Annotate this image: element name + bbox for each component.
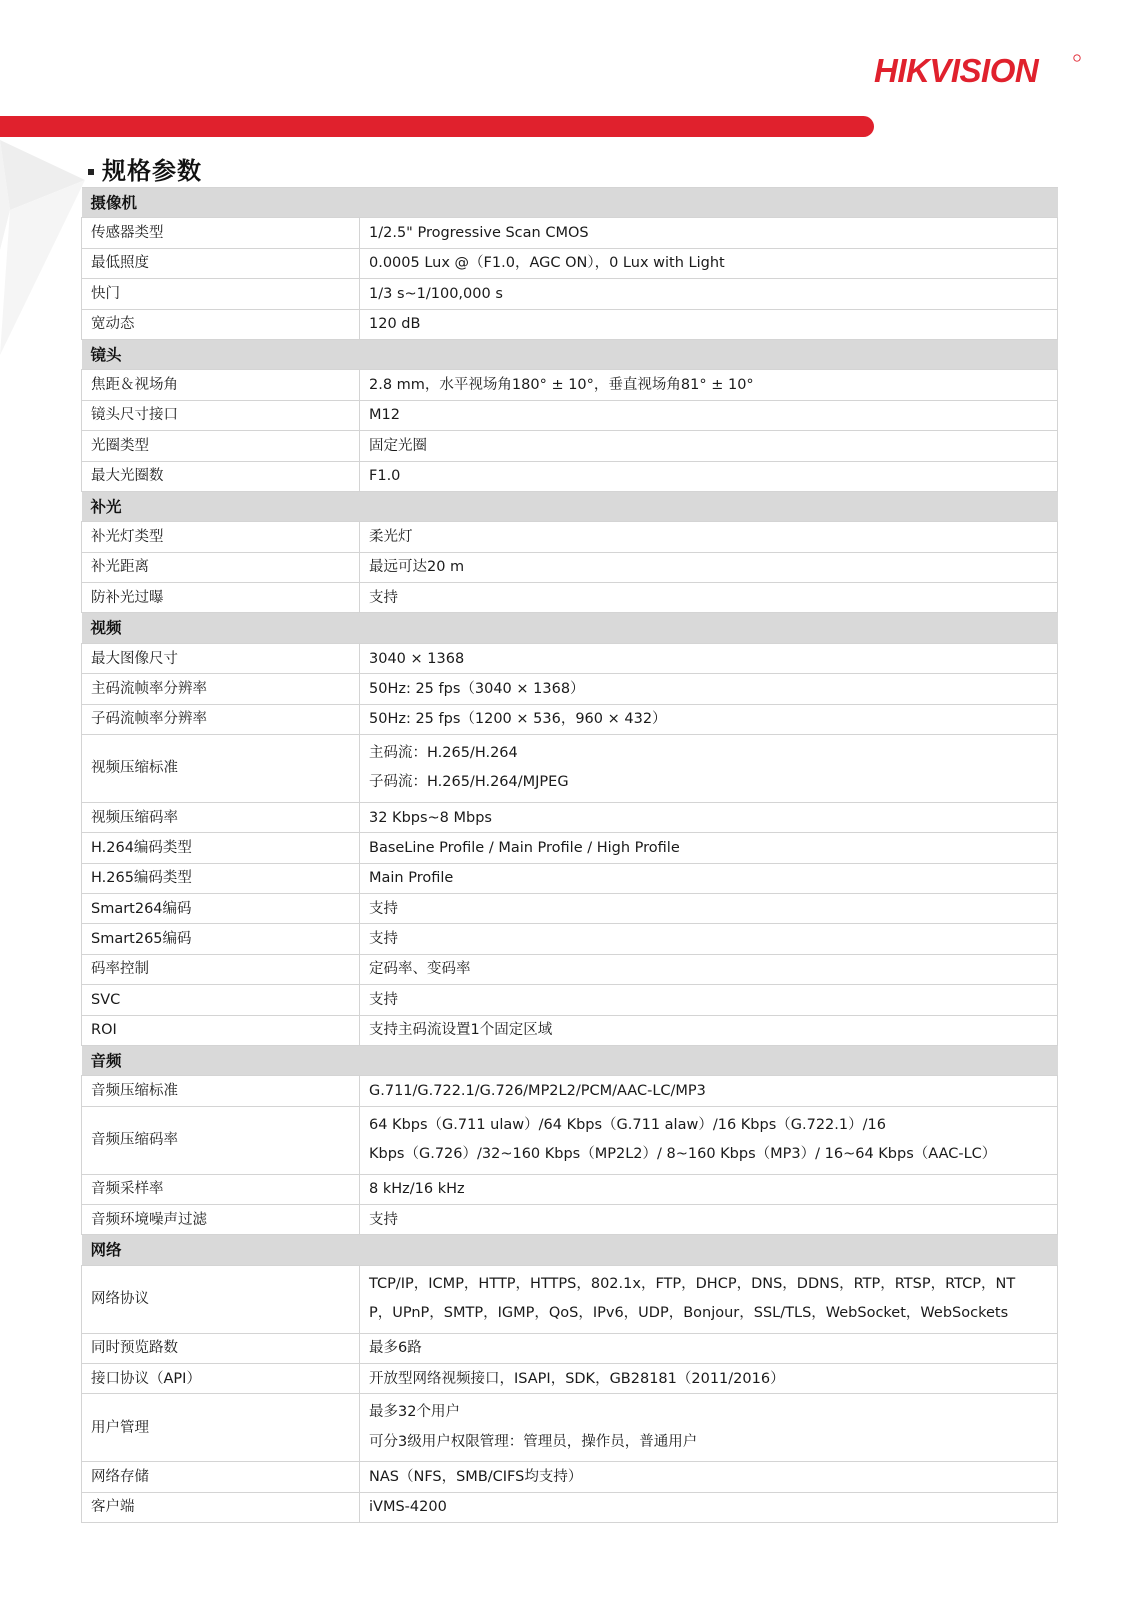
- spec-value-line: G.711/G.722.1/G.726/MP2L2/PCM/AAC-LC/MP3: [369, 1083, 706, 1100]
- spec-row: [82, 1394, 1058, 1462]
- spec-value-line: TCP/IP，ICMP，HTTP，HTTPS，802.1x，FTP，DHCP，DNS，DDNS，RTP，RTSP，RTCP，NT: [369, 1275, 1016, 1292]
- spec-value-line: 最多6路: [369, 1340, 422, 1357]
- spec-key: H.264编码类型: [82, 833, 360, 863]
- spec-row: [82, 954, 1058, 984]
- title-bullet-icon: [88, 169, 94, 175]
- spec-value-line: 支持: [369, 900, 398, 917]
- spec-value-line: 120 dB: [369, 316, 421, 333]
- spec-value-line: 2.8 mm，水平视场角180° ± 10°，垂直视场角81° ± 10°: [369, 377, 754, 394]
- spec-table-body: [82, 188, 1058, 1523]
- spec-value-line: Kbps（G.726）/32~160 Kbps（MP2L2）/ 8~160 Kbps（MP3）/ 16~64 Kbps（AAC-LC）: [369, 1146, 997, 1163]
- spec-row: [82, 643, 1058, 673]
- spec-key: 同时预览路数: [82, 1333, 360, 1363]
- spec-key: 快门: [82, 279, 360, 309]
- spec-row: [82, 735, 1058, 803]
- spec-row: [82, 1462, 1058, 1492]
- spec-value: [360, 1076, 1058, 1106]
- spec-value: [360, 924, 1058, 954]
- spec-value-line: Main Profile: [369, 870, 454, 887]
- spec-value: [360, 1106, 1058, 1174]
- spec-row: [82, 833, 1058, 863]
- spec-value: [360, 674, 1058, 704]
- spec-row: [82, 802, 1058, 832]
- spec-row: [82, 704, 1058, 734]
- spec-value-line: 32 Kbps~8 Mbps: [369, 809, 492, 826]
- spec-value: [360, 370, 1058, 400]
- spec-key: 音频压缩码率: [82, 1106, 360, 1174]
- spec-value: [360, 1174, 1058, 1204]
- logo-text: HIKVISION: [874, 52, 1039, 88]
- spec-row: [82, 674, 1058, 704]
- spec-key: 防补光过曝: [82, 583, 360, 613]
- spec-row: [82, 924, 1058, 954]
- spec-row: [82, 863, 1058, 893]
- spec-key: 补光距离: [82, 552, 360, 582]
- spec-row: [82, 1492, 1058, 1522]
- spec-value-line: NAS（NFS，SMB/CIFS均支持）: [369, 1468, 583, 1485]
- category-title: 摄像机: [82, 188, 1058, 218]
- spec-value: [360, 279, 1058, 309]
- spec-value-line: 0.0005 Lux @（F1.0，AGC ON），0 Lux with Light: [369, 255, 725, 272]
- spec-row: [82, 1015, 1058, 1045]
- spec-row: [82, 309, 1058, 339]
- spec-value: [360, 1265, 1058, 1333]
- spec-value: [360, 309, 1058, 339]
- spec-value: [360, 1492, 1058, 1522]
- category-row: [82, 613, 1058, 643]
- spec-value-line: 50Hz: 25 fps（1200 × 536，960 × 432）: [369, 711, 667, 728]
- spec-value: [360, 704, 1058, 734]
- spec-value-line: iVMS-4200: [369, 1499, 447, 1516]
- spec-key: ROI: [82, 1015, 360, 1045]
- spec-value: [360, 985, 1058, 1015]
- spec-value: [360, 802, 1058, 832]
- spec-key: 视频压缩标准: [82, 735, 360, 803]
- spec-value-line: F1.0: [369, 468, 401, 485]
- spec-row: [82, 552, 1058, 582]
- spec-value: [360, 1394, 1058, 1462]
- spec-row: [82, 1363, 1058, 1393]
- spec-value: [360, 954, 1058, 984]
- spec-row: [82, 1204, 1058, 1234]
- spec-value: [360, 833, 1058, 863]
- spec-value: [360, 643, 1058, 673]
- spec-value: [360, 522, 1058, 552]
- category-title: 网络: [82, 1235, 1058, 1265]
- spec-key: 最大图像尺寸: [82, 643, 360, 673]
- registered-mark: [1074, 55, 1080, 61]
- spec-row: [82, 894, 1058, 924]
- spec-key: 视频压缩码率: [82, 802, 360, 832]
- spec-key: H.265编码类型: [82, 863, 360, 893]
- spec-value-line: 最远可达20 m: [369, 559, 465, 576]
- spec-row: [82, 431, 1058, 461]
- spec-key: Smart264编码: [82, 894, 360, 924]
- spec-value-line: 3040 × 1368: [369, 650, 465, 667]
- spec-value-line: P，UPnP，SMTP，IGMP，QoS，IPv6，UDP，Bonjour，SSL/TLS，WebSocket，WebSockets: [369, 1305, 1009, 1322]
- spec-key: 子码流帧率分辨率: [82, 704, 360, 734]
- spec-row: [82, 400, 1058, 430]
- category-title: 音频: [82, 1045, 1058, 1075]
- spec-value-line: 固定光圈: [369, 437, 427, 454]
- spec-value-line: 64 Kbps（G.711 ulaw）/64 Kbps（G.711 alaw）/16 Kbps（G.722.1）/16: [369, 1116, 886, 1133]
- section-title-text: 规格参数: [102, 156, 202, 185]
- spec-key: 音频压缩标准: [82, 1076, 360, 1106]
- category-title: 镜头: [82, 339, 1058, 369]
- spec-row: [82, 583, 1058, 613]
- spec-row: [82, 985, 1058, 1015]
- spec-key: 宽动态: [82, 309, 360, 339]
- spec-key: 焦距＆视场角: [82, 370, 360, 400]
- spec-key: 码率控制: [82, 954, 360, 984]
- spec-row: [82, 248, 1058, 278]
- spec-value: [360, 461, 1058, 491]
- spec-row: [82, 522, 1058, 552]
- spec-key: SVC: [82, 985, 360, 1015]
- spec-row: [82, 1333, 1058, 1363]
- spec-value-line: 柔光灯: [369, 528, 413, 545]
- spec-key: 最低照度: [82, 248, 360, 278]
- spec-key: 补光灯类型: [82, 522, 360, 552]
- spec-value: [360, 863, 1058, 893]
- spec-row: [82, 461, 1058, 491]
- spec-row: [82, 218, 1058, 248]
- spec-row: [82, 1106, 1058, 1174]
- category-title: 补光: [82, 491, 1058, 521]
- spec-key: 传感器类型: [82, 218, 360, 248]
- spec-value: [360, 735, 1058, 803]
- spec-row: [82, 1174, 1058, 1204]
- spec-value-line: 支持: [369, 589, 398, 606]
- spec-key: 主码流帧率分辨率: [82, 674, 360, 704]
- spec-value-line: M12: [369, 407, 400, 424]
- category-title: 视频: [82, 613, 1058, 643]
- spec-value-line: 主码流：H.265/H.264: [369, 745, 518, 762]
- spec-key: Smart265编码: [82, 924, 360, 954]
- spec-row: [82, 279, 1058, 309]
- spec-value: [360, 1333, 1058, 1363]
- spec-value-line: 最多32个用户: [369, 1404, 460, 1421]
- spec-key: 客户端: [82, 1492, 360, 1522]
- spec-value-line: 支持主码流设置1个固定区域: [369, 1022, 553, 1039]
- spec-row: [82, 1076, 1058, 1106]
- spec-value-line: 支持: [369, 931, 398, 948]
- spec-value-line: 支持: [369, 1211, 398, 1228]
- spec-value: [360, 248, 1058, 278]
- hikvision-logo: [872, 52, 1082, 88]
- spec-value: [360, 1204, 1058, 1234]
- spec-value-line: 1/2.5" Progressive Scan CMOS: [369, 225, 589, 242]
- spec-key: 音频采样率: [82, 1174, 360, 1204]
- spec-value: [360, 431, 1058, 461]
- decorative-shape: [0, 140, 85, 360]
- spec-value-line: 1/3 s~1/100,000 s: [369, 285, 503, 302]
- spec-value-line: 可分3级用户权限管理：管理员，操作员，普通用户: [369, 1433, 698, 1450]
- spec-value-line: 8 kHz/16 kHz: [369, 1181, 465, 1198]
- header-red-bar: [0, 116, 874, 137]
- spec-value-line: 定码率、变码率: [369, 961, 471, 978]
- spec-key: 最大光圈数: [82, 461, 360, 491]
- category-row: [82, 1045, 1058, 1075]
- spec-value: [360, 1015, 1058, 1045]
- spec-value: [360, 552, 1058, 582]
- spec-value-line: BaseLine Profile / Main Profile / High Profile: [369, 839, 680, 856]
- spec-key: 光圈类型: [82, 431, 360, 461]
- spec-table: [81, 187, 1058, 1523]
- spec-value-line: 开放型网络视频接口，ISAPI，SDK，GB28181（2011/2016）: [369, 1370, 785, 1387]
- spec-key: 镜头尺寸接口: [82, 400, 360, 430]
- spec-key: 用户管理: [82, 1394, 360, 1462]
- spec-value-line: 50Hz: 25 fps（3040 × 1368）: [369, 680, 585, 697]
- spec-key: 网络存储: [82, 1462, 360, 1492]
- spec-value: [360, 1363, 1058, 1393]
- spec-value-line: 子码流：H.265/H.264/MJPEG: [369, 774, 569, 791]
- spec-row: [82, 370, 1058, 400]
- spec-value: [360, 400, 1058, 430]
- spec-key: 网络协议: [82, 1265, 360, 1333]
- section-title: [88, 150, 202, 186]
- category-row: [82, 339, 1058, 369]
- category-row: [82, 188, 1058, 218]
- spec-value: [360, 218, 1058, 248]
- spec-key: 音频环境噪声过滤: [82, 1204, 360, 1234]
- category-row: [82, 1235, 1058, 1265]
- category-row: [82, 491, 1058, 521]
- spec-value: [360, 1462, 1058, 1492]
- spec-value: [360, 583, 1058, 613]
- spec-value-line: 支持: [369, 991, 398, 1008]
- spec-row: [82, 1265, 1058, 1333]
- spec-key: 接口协议（API）: [82, 1363, 360, 1393]
- spec-value: [360, 894, 1058, 924]
